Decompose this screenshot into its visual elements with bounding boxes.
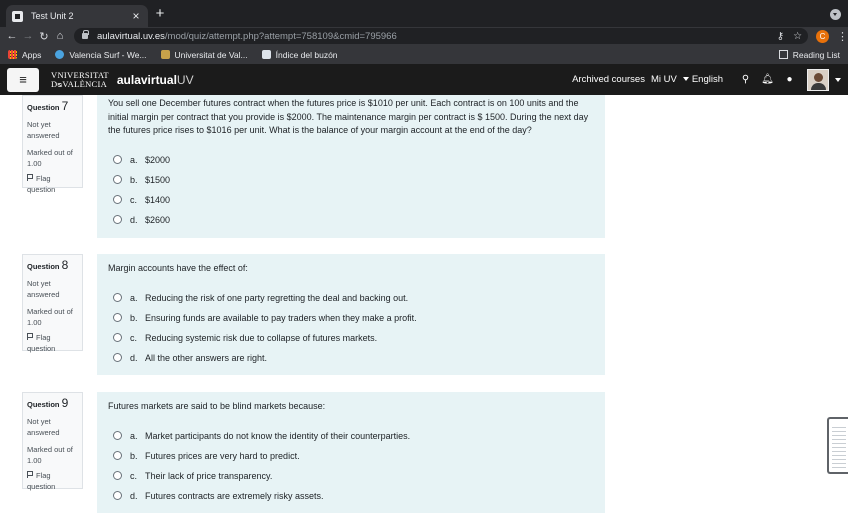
question-grade: Marked out of 1.00 (27, 148, 73, 168)
answer-option[interactable]: c. Their lack of price transparency. (108, 466, 594, 486)
url-host: aulavirtual.uv.es (96, 30, 165, 42)
site-navbar (0, 64, 848, 95)
answer-option[interactable]: c. $1400 (108, 190, 594, 210)
answer-option[interactable]: b. Ensuring funds are available to pay traders when they make a profit. (108, 308, 594, 328)
question-number: Question 8 (27, 258, 69, 272)
apps-grid-icon (8, 50, 17, 59)
radio-button[interactable] (113, 353, 122, 362)
search-icon[interactable]: ⚲ (741, 74, 750, 85)
user-avatar[interactable] (807, 69, 829, 91)
language-menu[interactable]: English (683, 74, 723, 85)
answer-option[interactable]: a. $2000 (108, 150, 594, 170)
flag-icon (27, 471, 33, 478)
radio-button[interactable] (113, 333, 122, 342)
profile-avatar[interactable]: C (816, 30, 829, 43)
address-bar (0, 27, 848, 45)
answer-option[interactable]: d. All the other answers are right. (108, 348, 594, 368)
bookmark-mailbox[interactable]: Índice del buzón (262, 50, 338, 60)
forward-arrow-icon[interactable]: → (22, 30, 34, 42)
hamburger-menu-icon[interactable]: ≡ (7, 68, 39, 92)
bookmark-star-icon[interactable]: ☆ (793, 30, 803, 42)
aulavirtual-logo[interactable]: aulavirtualUV (116, 72, 194, 87)
radio-button[interactable] (113, 431, 122, 440)
browser-tab-strip (0, 0, 848, 27)
mail-icon (262, 50, 271, 59)
notification-bell-icon[interactable]: 🔔︎ (761, 74, 774, 85)
flag-icon (27, 333, 33, 340)
flag-icon (27, 174, 33, 181)
bookmark-universitat[interactable]: Universitat de Val... (161, 50, 248, 60)
question-content-7 (97, 95, 605, 238)
reading-list-button[interactable]: Reading List (779, 50, 840, 60)
site-favicon-icon (12, 11, 23, 22)
user-menu-caret-icon[interactable] (835, 78, 841, 82)
question-text: You sell one December futures contract when the futures price is $1010 per unit. Each contract is on 100 units and the initial margin per contract that you provide is $2000. The maintenance margin per contract is $ 1500. During the next day the futures price rises to $1016 per unit. What is the balance of your margin account at the end of the day? (108, 98, 589, 135)
radio-button[interactable] (113, 175, 122, 184)
university-logo[interactable]: VNIVERSITAT DᴓVALÈNCIA (51, 69, 109, 89)
question-grade: Marked out of 1.00 (27, 307, 73, 327)
question-grade: Marked out of 1.00 (27, 445, 73, 465)
bookmark-apps[interactable]: Apps (8, 50, 41, 60)
browser-tab[interactable] (6, 5, 148, 27)
radio-button[interactable] (113, 451, 122, 460)
mi-uv-link[interactable]: Mi UV (650, 74, 677, 85)
radio-button[interactable] (113, 491, 122, 500)
bookmark-valencia-surf[interactable]: Valencia Surf - We... (55, 50, 146, 60)
reload-icon[interactable]: ↻ (39, 30, 49, 43)
radio-button[interactable] (113, 293, 122, 302)
flag-question-link[interactable]: Flag question (27, 174, 56, 194)
question-state: Not yet answered (27, 417, 60, 437)
close-tab-icon[interactable]: × (132, 9, 140, 23)
quiz-navigation-drawer-toggle[interactable] (827, 417, 848, 474)
flag-question-link[interactable]: Flag question (27, 333, 56, 353)
bookmarks-bar (0, 45, 848, 64)
back-arrow-icon[interactable]: ← (6, 30, 18, 42)
radio-button[interactable] (113, 215, 122, 224)
question-state: Not yet answered (27, 120, 60, 140)
url-path: /mod/quiz/attempt.php?attempt=758109&cmid=795966 (164, 30, 397, 42)
lock-icon[interactable] (82, 33, 88, 39)
question-text: Margin accounts have the effect of: (108, 263, 248, 273)
answer-option[interactable]: c. Reducing systemic risk due to collapse of futures markets. (108, 328, 594, 348)
question-number: Question 7 (27, 99, 69, 113)
question-info-8 (22, 254, 83, 351)
question-text: Futures markets are said to be blind markets because: (108, 401, 326, 411)
answer-option[interactable]: b. Futures prices are very hard to predict. (108, 446, 594, 466)
key-icon[interactable]: ⚷ (776, 30, 785, 42)
radio-button[interactable] (113, 155, 122, 164)
caret-down-icon (683, 77, 689, 81)
answer-option[interactable]: b. $1500 (108, 170, 594, 190)
question-state: Not yet answered (27, 279, 60, 299)
tab-search-icon[interactable] (830, 9, 841, 20)
answer-option[interactable]: d. $2600 (108, 210, 594, 230)
question-number: Question 9 (27, 396, 69, 410)
answer-option[interactable]: d. Futures contracts are extremely risky assets. (108, 486, 594, 506)
question-info-7 (22, 95, 83, 194)
tab-title: Test Unit 2 (31, 11, 74, 21)
answer-option[interactable]: a. Reducing the risk of one party regretting the deal and backing out. (108, 288, 594, 308)
url-input[interactable] (74, 28, 808, 44)
question-content-9 (97, 392, 605, 513)
browser-menu-icon[interactable]: ⋮ (837, 30, 848, 43)
answer-option[interactable]: a. Market participants do not know the identity of their counterparties. (108, 426, 594, 446)
radio-button[interactable] (113, 471, 122, 480)
reading-list-icon (779, 50, 788, 59)
radio-button[interactable] (113, 195, 122, 204)
radio-button[interactable] (113, 313, 122, 322)
globe-icon (55, 50, 64, 59)
new-tab-icon[interactable]: + (155, 5, 165, 22)
question-info-9 (22, 392, 83, 489)
archived-courses-link[interactable]: Archived courses (572, 74, 645, 85)
question-content-8 (97, 254, 605, 375)
messages-icon[interactable]: ● (786, 74, 793, 85)
home-icon[interactable]: ⌂ (56, 30, 64, 42)
flag-question-link[interactable]: Flag question (27, 471, 56, 491)
university-icon (161, 50, 170, 59)
